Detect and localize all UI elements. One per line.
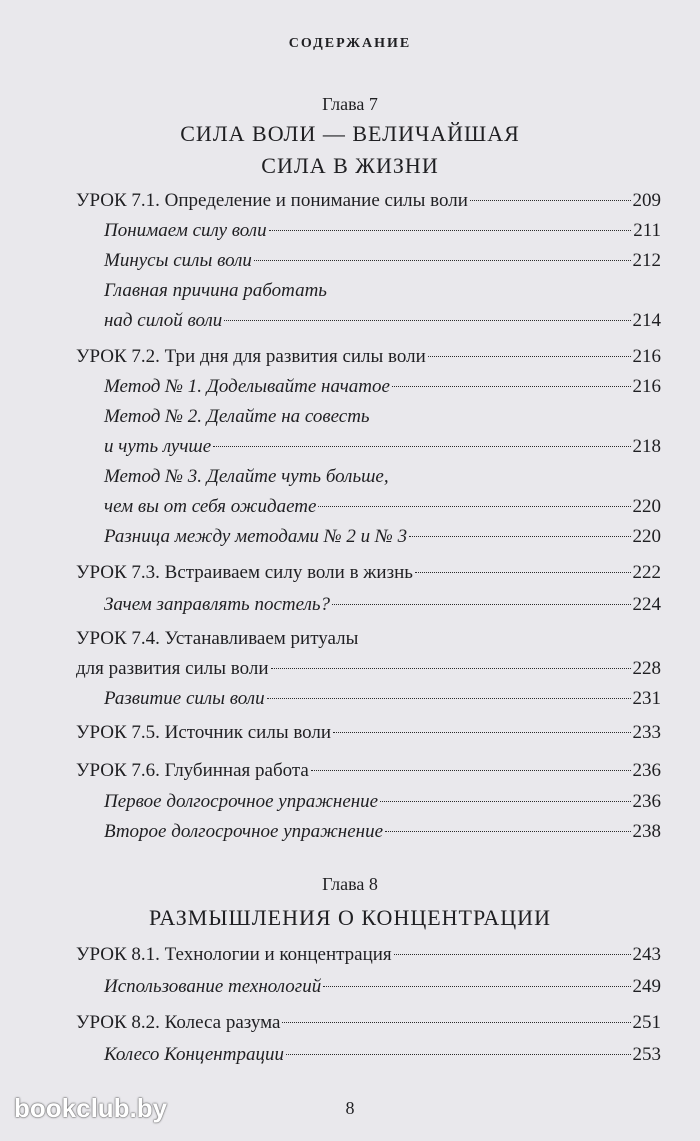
chapter-title-line: СИЛА ВОЛИ — ВЕЛИЧАЙШАЯ	[180, 121, 520, 146]
leader-dots	[318, 506, 630, 507]
toc-entry-text: Второе долгосрочное упражнение	[104, 821, 384, 842]
leader-dots	[385, 831, 630, 832]
toc-entry-text: Колесо Концентрации	[104, 1044, 284, 1065]
toc-entry[interactable]	[76, 756, 661, 786]
running-head: СОДЕРЖАНИЕ	[288, 36, 412, 51]
leader-dots	[409, 536, 630, 537]
toc-page-number: 218	[632, 436, 661, 457]
toc-entry-text: УРОК 8.1. Технологии и концентрация	[76, 944, 392, 965]
toc-subentry[interactable]	[104, 246, 661, 276]
leader-dots	[271, 668, 631, 669]
toc-page-number: 212	[632, 250, 661, 271]
toc-subentry[interactable]	[104, 684, 661, 714]
chapter-label: Глава 8	[322, 874, 378, 894]
toc-entry-text: УРОК 7.5. Источник силы воли	[76, 722, 332, 743]
toc-entry-text: Метод № 3. Делайте чуть больше,	[104, 466, 389, 487]
toc-page-number: 249	[632, 976, 661, 997]
toc-entry-text: УРОК 7.3. Встраиваем силу воли в жизнь	[76, 562, 413, 583]
toc-entry[interactable]	[76, 1008, 661, 1038]
toc-entry[interactable]	[76, 558, 661, 588]
toc-page-number: 253	[632, 1044, 661, 1065]
toc-entry-text: Понимаем силу воли	[104, 220, 267, 241]
toc-page-number: 236	[632, 760, 661, 781]
toc-page-number: 209	[632, 190, 661, 211]
toc-entry[interactable]	[76, 186, 661, 216]
toc-entry-text: для развития силы воли	[76, 658, 269, 679]
toc-entry[interactable]	[76, 940, 661, 970]
toc-page-number: 222	[632, 562, 661, 583]
toc-page-number: 211	[633, 220, 661, 241]
leader-dots	[282, 1022, 630, 1023]
toc-entry[interactable]	[76, 342, 661, 372]
toc-entry-text: Использование технологий	[104, 976, 322, 997]
chapter-title-line: РАЗМЫШЛЕНИЯ О КОНЦЕНТРАЦИИ	[149, 905, 551, 930]
watermark-logo: bookclub.by	[14, 1093, 168, 1123]
leader-dots	[269, 230, 632, 231]
leader-dots	[323, 986, 630, 987]
chapter-label: Глава 7	[322, 94, 378, 114]
toc-entry-text: Минусы силы воли	[104, 250, 252, 271]
toc-page-number: 220	[632, 496, 661, 517]
leader-dots	[267, 698, 631, 699]
toc-page-number: 224	[632, 594, 661, 615]
toc-entry-text: Развитие силы воли	[104, 688, 265, 709]
toc-page-number: 231	[632, 688, 661, 709]
leader-dots	[333, 732, 630, 733]
page-number: 8	[345, 1098, 355, 1118]
toc-entry-text: Разница между методами № 2 и № 3	[104, 526, 408, 547]
toc-entry[interactable]	[76, 718, 661, 748]
toc-subentry[interactable]	[104, 787, 661, 817]
toc-subentry[interactable]	[104, 402, 661, 462]
toc-entry-text: и чуть лучше	[104, 436, 212, 457]
toc-subentry[interactable]	[104, 216, 661, 246]
leader-dots	[286, 1054, 631, 1055]
toc-page-number: 220	[632, 526, 661, 547]
chapter-title-line: СИЛА В ЖИЗНИ	[261, 153, 439, 178]
leader-dots	[224, 320, 630, 321]
leader-dots	[394, 954, 631, 955]
toc-subentry[interactable]	[104, 817, 661, 847]
toc-entry-text: Метод № 1. Доделывайте начатое	[104, 376, 390, 397]
toc-entry-text: УРОК 7.4. Устанавливаем ритуалы	[76, 628, 359, 649]
toc-entry[interactable]	[76, 624, 661, 684]
toc-subentry[interactable]	[104, 1040, 661, 1070]
toc-subentry[interactable]	[104, 372, 661, 402]
leader-dots	[213, 446, 630, 447]
leader-dots	[311, 770, 631, 771]
toc-page-number: 216	[632, 376, 661, 397]
toc-subentry[interactable]	[104, 972, 661, 1002]
leader-dots	[332, 604, 631, 605]
toc-entry-text: УРОК 7.2. Три дня для развития силы воли	[76, 346, 426, 367]
leader-dots	[470, 200, 631, 201]
leader-dots	[392, 386, 631, 387]
toc-subentry[interactable]	[104, 276, 661, 336]
toc-entry-text: Зачем заправлять постель?	[104, 594, 330, 615]
toc-entry-text: Метод № 2. Делайте на совесть	[104, 406, 370, 427]
toc-subentry[interactable]	[104, 462, 661, 522]
toc-page-number: 251	[632, 1012, 661, 1033]
toc-page-number: 233	[632, 722, 661, 743]
toc-entry-text: Главная причина работать	[104, 280, 327, 301]
toc-entry-text: УРОК 8.2. Колеса разума	[76, 1012, 281, 1033]
toc-page-number: 243	[632, 944, 661, 965]
toc-entry-text: УРОК 7.6. Глубинная работа	[76, 760, 309, 781]
leader-dots	[380, 801, 630, 802]
toc-subentry[interactable]	[104, 590, 661, 620]
leader-dots	[254, 260, 631, 261]
toc-entry-text: над силой воли	[104, 310, 223, 331]
toc-page-number: 228	[632, 658, 661, 679]
leader-dots	[415, 572, 631, 573]
toc-page-number: 214	[632, 310, 661, 331]
toc-subentry[interactable]	[104, 522, 661, 552]
toc-entry-text: УРОК 7.1. Определение и понимание силы воли	[76, 190, 468, 211]
leader-dots	[428, 356, 631, 357]
toc-page-number: 236	[632, 791, 661, 812]
toc-page-number: 216	[632, 346, 661, 367]
toc-page-number: 238	[632, 821, 661, 842]
toc-entry-text: Первое долгосрочное упражнение	[104, 791, 379, 812]
toc-entry-text: чем вы от себя ожидаете	[104, 496, 317, 517]
